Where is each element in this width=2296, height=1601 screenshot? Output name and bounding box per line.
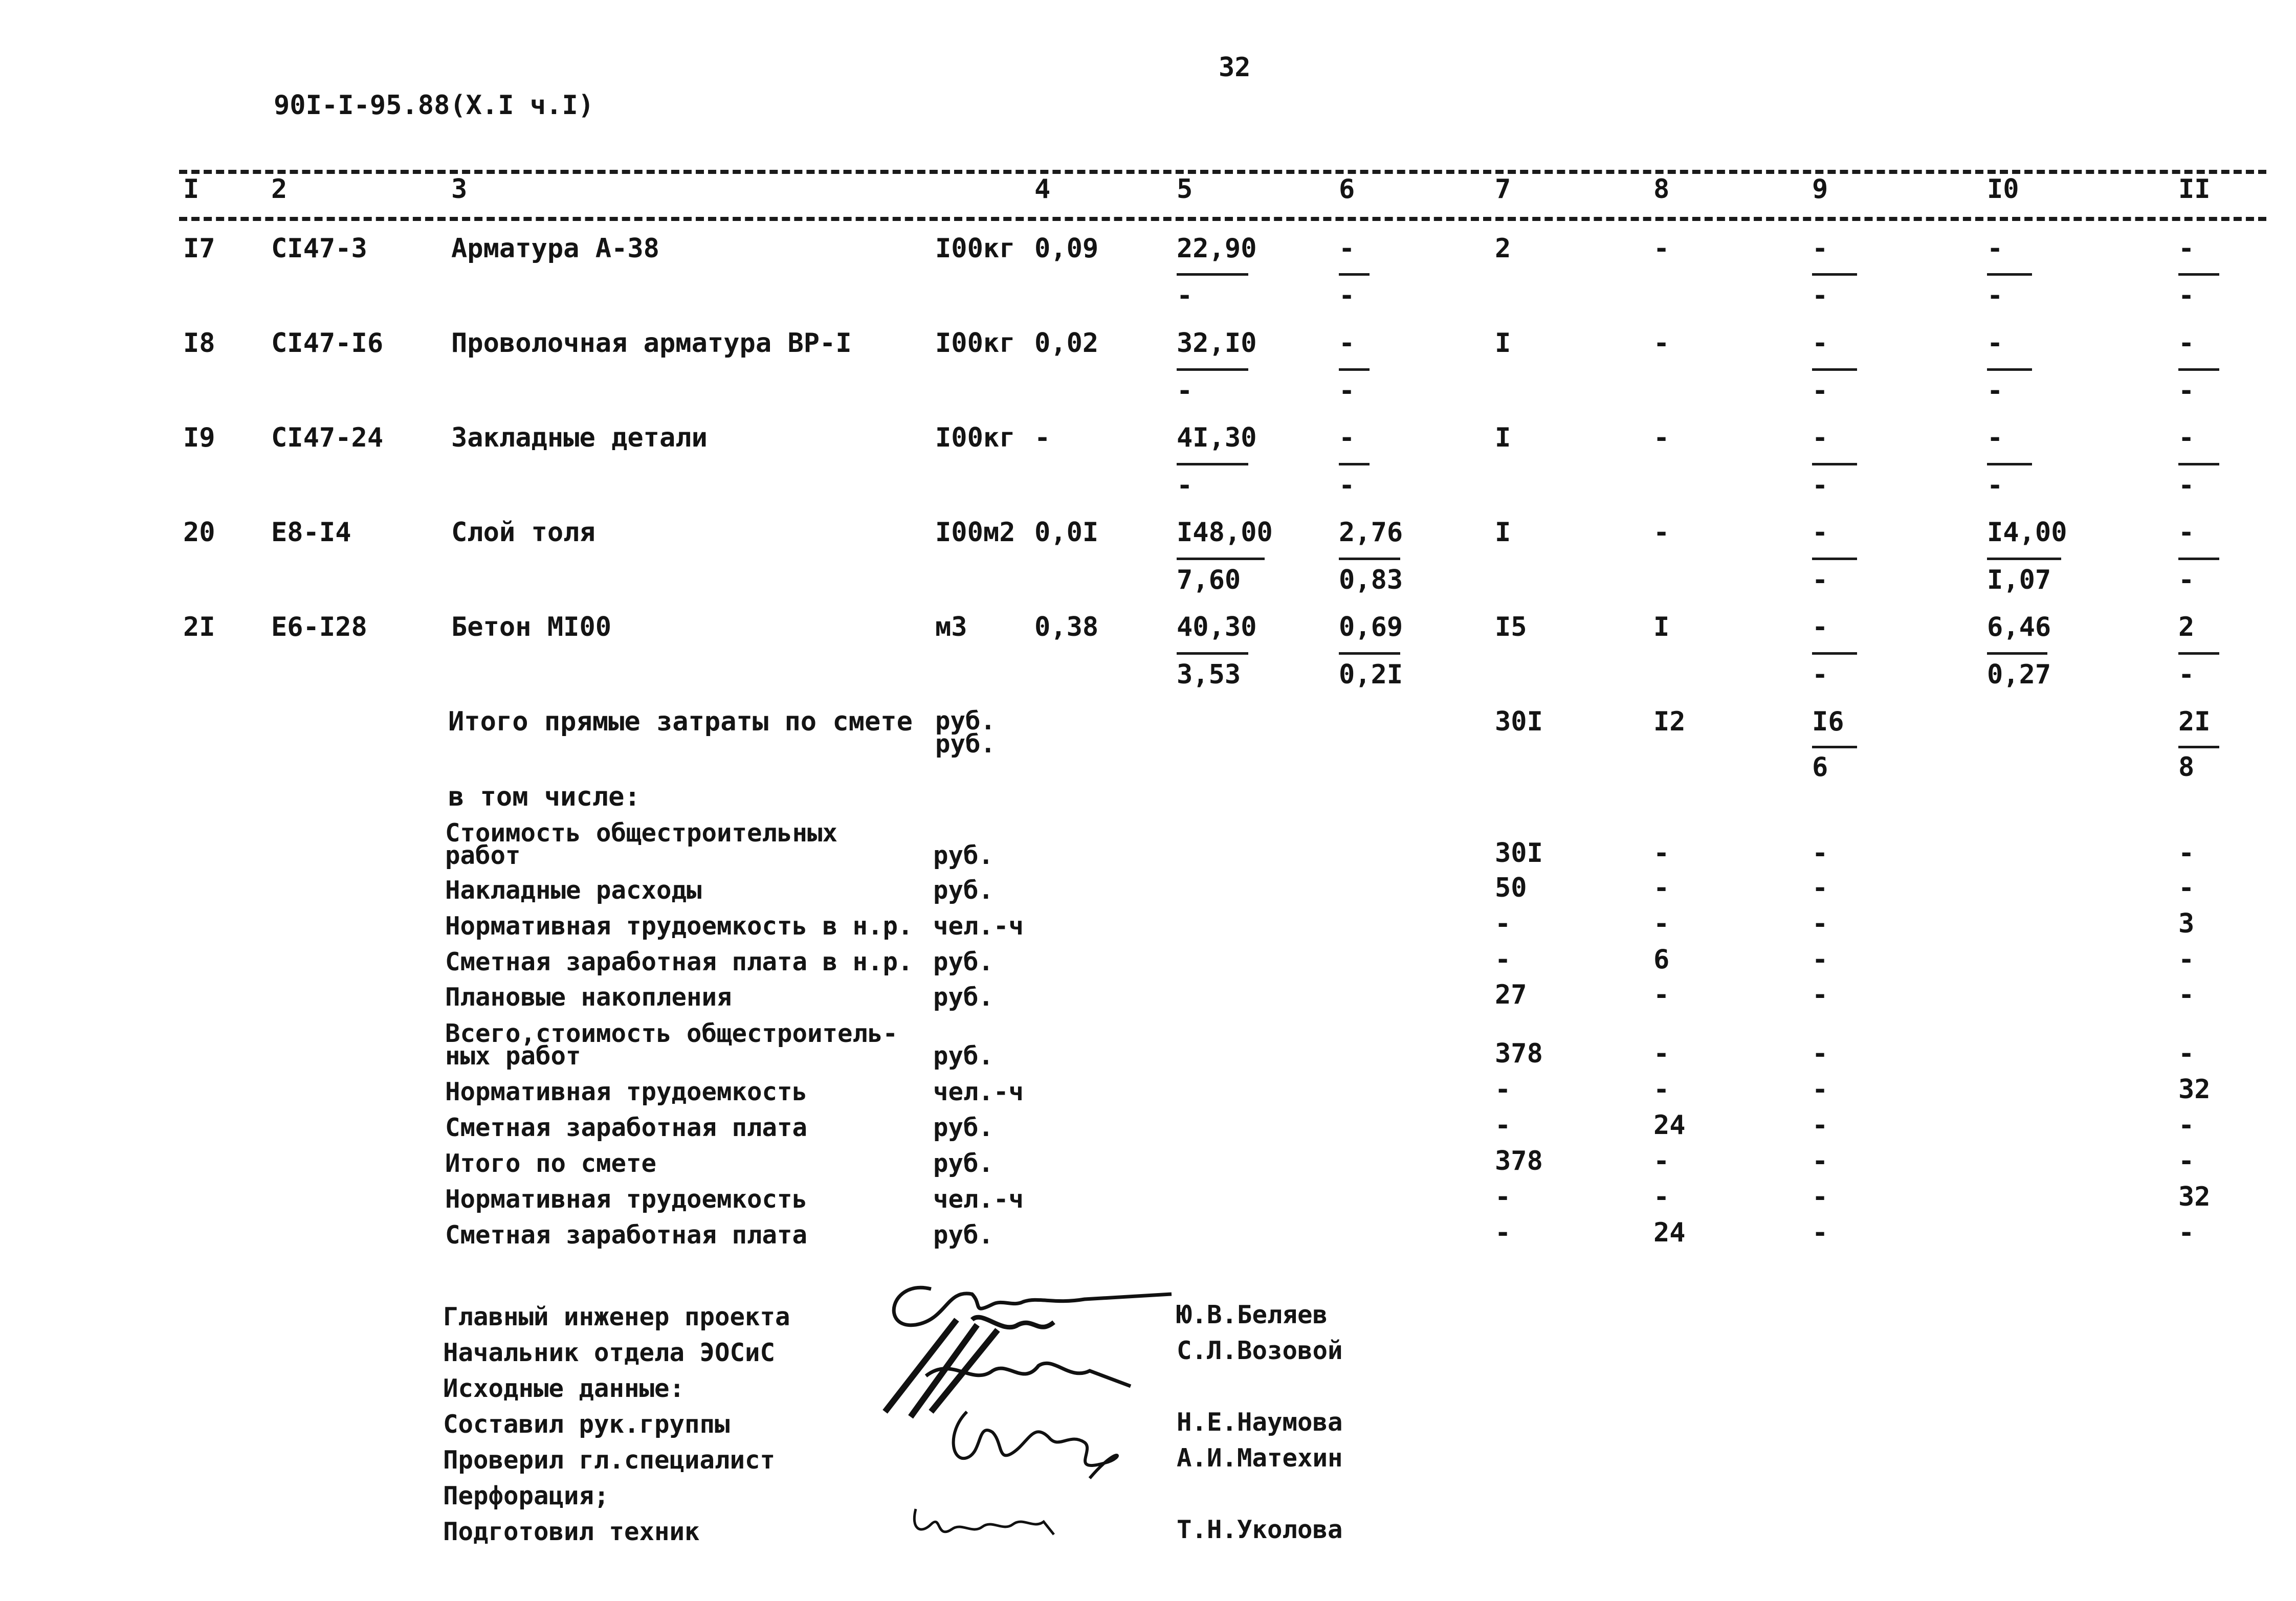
row-c5-bot: 3,53 [1177,659,1241,690]
col-header: 8 [1653,174,1670,205]
signature-name: А.И.Матехин [1177,1443,1343,1473]
summary-label: Итого по смете [445,1149,657,1178]
fraction-bar [1339,368,1370,371]
row-unit: I00кг [935,328,1015,359]
row-c11-bot: - [2178,565,2195,595]
row-c8: - [1653,423,1670,453]
row-c6-top: - [1339,423,1355,453]
row-c9-bot: - [1812,565,1828,595]
row-c10-bot: - [1987,375,2003,406]
summary-c11: - [2178,1146,2195,1176]
fraction-bar [2178,652,2219,655]
page-number: 32 [1219,52,1251,83]
row-c10-top: 6,46 [1987,612,2051,642]
row-c9-top: - [1812,517,1828,548]
row-c6-top: - [1339,233,1355,264]
row-name: Проволочная арматура ВР-I [451,328,852,359]
summary-c8: - [1653,1182,1670,1212]
row-c6-bot: 0,83 [1339,565,1403,595]
summary-c9: - [1812,908,1828,939]
row-c5-bot: - [1177,470,1193,501]
row-qty: 0,38 [1034,612,1099,642]
document-code: 90I-I-95.88(X.I ч.I) [274,90,594,121]
row-c11-top: 2 [2178,612,2195,642]
summary-c9: - [1812,1146,1828,1176]
row-c7: 2 [1495,233,1511,264]
row-unit: I00м2 [935,517,1015,548]
row-c11-bot: - [2178,375,2195,406]
row-c9-top: - [1812,612,1828,642]
summary-unit: руб. [933,983,994,1012]
summary-c11: 3 [2178,908,2195,939]
summary-c8: 6 [1653,944,1670,975]
row-code: E8-I4 [271,517,351,548]
fraction-bar [2178,463,2219,465]
fraction-bar [1812,273,1857,276]
fraction-bar [1339,558,1400,560]
summary-label: Сметная заработная плата в н.р. [445,947,913,976]
row-c10-bot: - [1987,470,2003,501]
summary-c8: - [1653,1074,1670,1105]
row-c5-top: I48,00 [1177,517,1273,548]
summary-c9: - [1812,1217,1828,1248]
fraction-bar [1987,558,2061,560]
handwritten-signature [900,1494,1064,1555]
row-c5-bot: 7,60 [1177,565,1241,595]
signature-role: Подготовил техник [443,1517,700,1546]
col-header: 9 [1812,174,1828,205]
row-c11-top: - [2178,328,2195,359]
signature-name: Т.Н.Уколова [1177,1515,1343,1544]
signature-name: Ю.В.Беляев [1177,1300,1328,1329]
fraction-bar [1177,368,1248,371]
fraction-bar [1177,652,1248,655]
summary-unit: чел.-ч [933,1077,1024,1106]
col-header: 7 [1495,174,1511,205]
summary-c7: 50 [1495,873,1527,903]
row-c5-top: 22,90 [1177,233,1257,264]
row-c11-bot: - [2178,470,2195,501]
fraction-bar [1987,652,2047,655]
summary-label: Нормативная трудоемкость в н.р. [445,911,913,941]
total-direct-c8: I2 [1653,706,1686,737]
total-direct-c7: 30I [1495,706,1543,737]
fraction-bar [2178,368,2219,371]
summary-c7: - [1495,1182,1511,1212]
summary-label: Нормативная трудоемкость [445,1077,808,1106]
row-c5-bot: - [1177,280,1193,311]
row-c7: I [1495,328,1511,359]
row-c10-top: - [1987,423,2003,453]
summary-label-cont: работ [445,841,521,870]
row-c6-top: 0,69 [1339,612,1403,642]
signature-role: Составил рук.группы [443,1410,730,1439]
header-rule-top [179,170,2266,174]
row-c10-top: - [1987,233,2003,264]
summary-label: Сметная заработная плата [445,1113,808,1142]
row-c11-bot: - [2178,280,2195,311]
total-direct-label: Итого прямые затраты по смете [448,706,913,737]
summary-c7: - [1495,1110,1511,1141]
summary-c7: 378 [1495,1038,1543,1069]
row-name: Закладные детали [451,423,708,453]
row-qty: 0,09 [1034,233,1099,264]
summary-label: Всего,стоимость общестроитель- [445,1019,898,1048]
row-number: I8 [183,328,215,359]
summary-unit: руб. [933,947,994,976]
summary-c11: 32 [2178,1182,2211,1212]
fraction-bar [2178,558,2219,560]
summary-c8: - [1653,873,1670,903]
row-number: 2I [183,612,215,642]
summary-c9: - [1812,1038,1828,1069]
summary-c9: - [1812,873,1828,903]
row-name: Бетон MI00 [451,612,612,642]
summary-c8: - [1653,908,1670,939]
fraction-bar [1987,368,2032,371]
row-c8: - [1653,233,1670,264]
summary-c11: - [2178,1217,2195,1248]
total-direct-c11-top: 2I [2178,706,2211,737]
fraction-bar [1812,558,1857,560]
summary-c11: 32 [2178,1074,2211,1105]
row-c6-bot: - [1339,280,1355,311]
summary-unit: руб. [933,1220,994,1250]
row-c7: I5 [1495,612,1527,642]
signature-role: Проверил гл.специалист [443,1446,776,1475]
summary-label: Плановые накопления [445,983,732,1012]
row-c7: I [1495,423,1511,453]
summary-unit: чел.-ч [933,1185,1024,1214]
handwritten-signature [936,1402,1151,1488]
col-header: 3 [451,174,468,205]
summary-c11: - [2178,944,2195,975]
total-direct-c11-bot: 8 [2178,752,2195,783]
row-c9-top: - [1812,328,1828,359]
row-c10-bot: 0,27 [1987,659,2051,690]
row-c6-top: 2,76 [1339,517,1403,548]
row-code: CI47-24 [271,423,384,453]
row-c6-bot: 0,2I [1339,659,1403,690]
row-c10-bot: - [1987,280,2003,311]
row-c10-top: - [1987,328,2003,359]
summary-c7: 27 [1495,980,1527,1010]
including-label: в том числе: [448,782,641,812]
header-rule-bottom [179,217,2266,221]
summary-label: Сметная заработная плата [445,1220,808,1250]
summary-unit: руб. [933,1149,994,1178]
row-c7: I [1495,517,1511,548]
summary-c7: 30I [1495,838,1543,869]
summary-c9: - [1812,1074,1828,1105]
total-direct-unit: руб. [935,729,996,759]
row-c11-top: - [2178,517,2195,548]
total-direct-c9-top: I6 [1812,706,1844,737]
row-qty: - [1034,423,1051,453]
col-header: 2 [271,174,288,205]
row-c11-top: - [2178,233,2195,264]
row-c9-bot: - [1812,375,1828,406]
summary-unit: чел.-ч [933,911,1024,941]
summary-c9: - [1812,980,1828,1010]
row-c5-bot: - [1177,375,1193,406]
fraction-bar [1339,273,1370,276]
row-unit: I00кг [935,423,1015,453]
col-header: I [183,174,200,205]
row-name: Арматура А-38 [451,233,659,264]
row-code: CI47-I6 [271,328,384,359]
fraction-bar [1812,746,1857,748]
fraction-bar [1987,463,2032,465]
summary-unit: руб. [933,876,994,905]
signature-role: Исходные данные: [443,1374,685,1403]
row-c6-bot: - [1339,470,1355,501]
row-unit: I00кг [935,233,1015,264]
total-direct-c9-bot: 6 [1812,752,1828,783]
row-qty: 0,0I [1034,517,1099,548]
signature-role: Начальник отдела ЭОСиС [443,1338,776,1367]
row-c9-bot: - [1812,280,1828,311]
summary-c8: - [1653,980,1670,1010]
summary-c9: - [1812,1182,1828,1212]
row-c10-top: I4,00 [1987,517,2067,548]
row-c5-top: 4I,30 [1177,423,1257,453]
row-c8: - [1653,328,1670,359]
summary-c7: - [1495,1217,1511,1248]
row-c5-top: 32,I0 [1177,328,1257,359]
col-header: 5 [1177,174,1193,205]
row-qty: 0,02 [1034,328,1099,359]
fraction-bar [1812,463,1857,465]
col-header: II [2178,174,2211,205]
total-direct-unit: руб. [935,706,996,736]
fraction-bar [1987,273,2032,276]
summary-c9: - [1812,944,1828,975]
row-c9-top: - [1812,423,1828,453]
row-c9-top: - [1812,233,1828,264]
summary-unit: руб. [933,841,994,870]
fraction-bar [1812,652,1857,655]
summary-c8: - [1653,1146,1670,1176]
row-number: I7 [183,233,215,264]
summary-c11: - [2178,1038,2195,1069]
summary-c11: - [2178,1110,2195,1141]
signature-name: Н.Е.Наумова [1177,1408,1343,1437]
row-number: 20 [183,517,215,548]
row-code: CI47-3 [271,233,367,264]
row-c11-bot: - [2178,659,2195,690]
summary-c11: - [2178,980,2195,1010]
row-c8: - [1653,517,1670,548]
summary-c9: - [1812,1110,1828,1141]
summary-label: Стоимость общестроительных [445,818,838,848]
fraction-bar [1339,652,1400,655]
summary-c7: - [1495,1074,1511,1105]
row-c6-top: - [1339,328,1355,359]
signature-role: Главный инженер проекта [443,1302,790,1331]
fraction-bar [1177,558,1265,560]
row-name: Слой толя [451,517,595,548]
row-c9-bot: - [1812,659,1828,690]
fraction-bar [2178,746,2219,748]
summary-c11: - [2178,838,2195,869]
col-header: 6 [1339,174,1355,205]
col-header: 4 [1034,174,1051,205]
fraction-bar [1177,463,1248,465]
row-c11-top: - [2178,423,2195,453]
row-c8: I [1653,612,1670,642]
signature-name: С.Л.Возовой [1177,1336,1343,1365]
summary-unit: руб. [933,1041,994,1071]
signature-role: Перфорация; [443,1481,609,1510]
summary-c8: - [1653,1038,1670,1069]
summary-c7: - [1495,944,1511,975]
row-c9-bot: - [1812,470,1828,501]
row-c5-top: 40,30 [1177,612,1257,642]
summary-c8: 24 [1653,1110,1686,1141]
summary-label-cont: ных работ [445,1041,581,1071]
row-number: I9 [183,423,215,453]
summary-c8: - [1653,838,1670,869]
summary-unit: руб. [933,1113,994,1142]
row-unit: м3 [935,612,967,642]
summary-c7: - [1495,908,1511,939]
col-header: I0 [1987,174,2019,205]
row-c6-bot: - [1339,375,1355,406]
summary-c7: 378 [1495,1146,1543,1176]
row-code: E6-I28 [271,612,367,642]
row-c10-bot: I,07 [1987,565,2051,595]
fraction-bar [2178,273,2219,276]
fraction-bar [1339,463,1370,465]
summary-c11: - [2178,873,2195,903]
summary-label: Накладные расходы [445,876,702,905]
fraction-bar [1177,273,1248,276]
summary-c9: - [1812,838,1828,869]
summary-c8: 24 [1653,1217,1686,1248]
summary-label: Нормативная трудоемкость [445,1185,808,1214]
fraction-bar [1812,368,1857,371]
